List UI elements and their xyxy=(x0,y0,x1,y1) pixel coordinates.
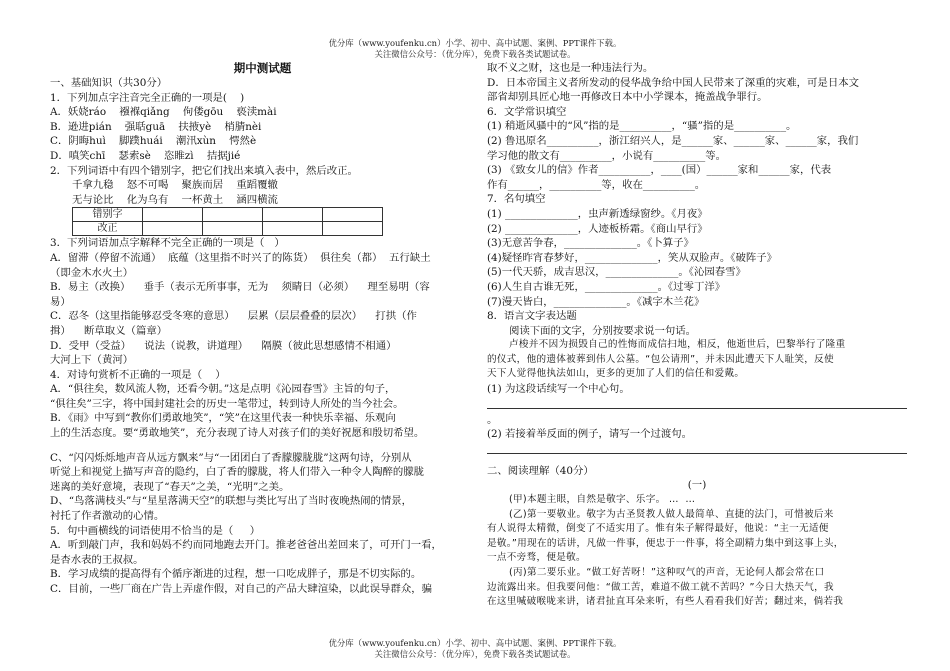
question-3: 3．下列词语加点字解释不完全正确的一项是（ ） xyxy=(50,237,285,250)
q5-option-c-cont: 取不义之财，这也是一种违法行为。 xyxy=(487,62,654,74)
q6-item-3: (3) 《致女儿的信》作者__________，____(国）______家和______家，代表 xyxy=(487,164,832,177)
q6-item-2-cont: 学习他的散文有__________，小说有__________等。 xyxy=(487,149,726,162)
q5-option-d-cont: 部省却别具匠心地一再修改日本中小学课本，掩盖战争罪行。 xyxy=(487,91,768,104)
table-row xyxy=(73,208,383,222)
q5-option-b: B．学习成绩的提高得有个循序渐进的过程，想一口吃成胖子，那是不切实际的。 xyxy=(50,568,422,581)
footer-line-2: 关注微信公众号：（优分库），免费下载各类试题试卷。 xyxy=(374,649,576,659)
footer-line-1: 优分库（www.youfenku.cn）小学、初中、高中试题、案例、PPT课件下载。 xyxy=(328,638,622,648)
question-1: 1．下列加点字注音完全正确的一项是( ) xyxy=(50,91,245,104)
q4-option-d-cont: 衬托了作者激动的心情。 xyxy=(50,510,165,523)
q3-option-a: A．留滞（停留不流通） 底蕴（这里指不时兴了的陈货） 俱往矣（都） 五行缺土 xyxy=(50,251,431,264)
q4-option-c-cont-2: 迷离的美好意境，表现了“春天”之美，“光明”之美。 xyxy=(50,480,290,493)
passage-para-b-3: 是敬。”用现在的话讲，凡做一件事，便忠于一件事，将全副精力集中到这事上头， xyxy=(487,537,844,549)
passage-para-c-3: 在这里喊破喉咙来讲，诸君扯直耳朵来听，有些人看看我们好苦；翻过来，倘若我 xyxy=(487,596,844,608)
answer-cell[interactable] xyxy=(203,208,263,222)
right-column xyxy=(487,61,907,637)
q7-item-5: (5)一代天骄，成吉思汉，______________。《沁园春雪》 xyxy=(487,266,746,279)
q8-subquestion-2: (2) 若接着举反面的例子，请写一个过渡句。 xyxy=(487,428,693,441)
answer-cell[interactable] xyxy=(263,208,323,222)
q7-item-2: (2) ______________，人迹板桥霜。《商山早行》 xyxy=(487,222,708,235)
answer-cell[interactable] xyxy=(323,222,383,236)
q1-option-a: A．妖娆ráo 襁褓qiǎng 佝偻gōu 亵渎mài xyxy=(50,106,277,119)
passage-para-b-2: 有人说得太精微，倒变了不适实用了。惟有朱子解得最好，他说：“主一无适便 xyxy=(487,523,829,535)
header-line-2: 关注微信公众号：（优分库），免费下载各类试题试卷。 xyxy=(374,49,576,59)
q3-option-b: B．易主（改换） 垂手（表示无所事事，无为 须睛日（必须） 理至易明（容 xyxy=(50,281,430,294)
passage-para-c-2: 边流露出来。但我要问他：“做工苦，难道不做工就不苦吗？”今日大热天气，我 xyxy=(487,581,834,593)
q3-option-a-cont: （即金木水火土） xyxy=(50,266,134,279)
q2-words-row-1: 千拿九稳 怒不可喝 聚族而居 重蹈覆辙 xyxy=(72,179,278,192)
q4-option-c-cont: 听觉上和视觉上描写声音的隐约，白了香的朦胧，将人们带入一种令人陶醉的朦胧 xyxy=(50,466,425,479)
answer-cell[interactable] xyxy=(323,208,383,222)
q3-option-d-cont: 大河上下（黄河） xyxy=(50,354,134,367)
answer-cell[interactable] xyxy=(263,222,323,236)
q3-option-d: D．受甲（受益） 说法（说教，讲道理） 隔膜（彼此思想感情不相通） xyxy=(50,339,397,352)
answer-table xyxy=(72,207,383,236)
page-footer xyxy=(0,638,950,660)
period-mark: 。 xyxy=(487,413,498,426)
q1-option-b: B．逊进pián 强聒guā 扶掖yè 梢腈nèi xyxy=(50,120,262,133)
passage-para-c-1: (丙)第二要乐业。“做工好苦呀！”这种叹气的声音，无论何人都会常在口 xyxy=(509,567,825,578)
question-6: 6．文学常识填空 xyxy=(487,105,567,118)
passage-para-b-4: 一点不旁骛，便是敬。 xyxy=(487,552,586,564)
q7-item-4: (4)疑怪昨宵春梦好，______________，笑从双脸声。《破阵子》 xyxy=(487,251,778,264)
q6-item-2: (2) 鲁迅原名__________，浙江绍兴人，是______家、______家、______家，我们 xyxy=(487,134,859,147)
answer-cell[interactable] xyxy=(143,222,203,236)
page-title: 期中测试题 xyxy=(233,61,292,75)
q5-option-d: D．日本帝国主义者所发动的侵华战争给中国人民带来了深重的灾难，可是日本文 xyxy=(487,76,859,89)
q7-item-6: (6)人生自古谁无死，______________。《过零丁洋》 xyxy=(487,280,726,293)
spacer xyxy=(50,441,475,451)
q1-option-c: C．阴晦huì 脚蹼huái 潮汛xùn 愕然è xyxy=(50,135,257,148)
answer-cell[interactable] xyxy=(203,222,263,236)
q7-item-1: (1) ______________，虫声新透绿窗纱。《月夜》 xyxy=(487,207,708,220)
q8-subquestion-1: (1) 为这段话续写一个中心句。 xyxy=(487,383,630,396)
q2-words-row-2: 无与论比 化为乌有 一杯黄土 涵四横流 xyxy=(72,193,278,206)
passage-para-a: (甲)本题主眼，自然是敬字、乐字。 … … xyxy=(509,494,696,506)
q8-passage-line-2: 的仪式，他的遗体被葬到伟人公墓。“包公请刑”，并未因此遭天下人耻笑，反使 xyxy=(487,353,834,365)
passage-number: (一) xyxy=(687,479,707,492)
q1-option-d: D．嗔笑chī 瑟索sè 恣睢zì 拮据jié xyxy=(50,149,241,162)
q4-option-a: A．“俱往矣，数风流人物，还看今朝。”这是点明《沁园春雪》主旨的句子， xyxy=(50,383,396,396)
q6-item-3-cont: 作有______，__________等，收在__________。 xyxy=(487,178,706,191)
q5-option-c: C．目前，一些厂商在广告上弄虚作假，对自己的产品大肆渲染，以此误导群众，骗 xyxy=(50,583,433,595)
q5-option-a-cont: 是杏水表的王叔叔。 xyxy=(50,553,144,566)
q7-item-3: (3)无意苦争春，______________。《卜算子》 xyxy=(487,237,694,250)
question-5: 5．句中画横线的词语使用不恰当的是（ ） xyxy=(50,524,261,537)
question-8: 8．语言文字表达题 xyxy=(487,310,577,323)
q8-intro: 阅读下面的文字，分别按要求说一句话。 xyxy=(509,324,697,337)
q4-option-b-cont: 上的生活态度。要“勇敢地笑”，充分表现了诗人对孩子们的美好祝愿和殷切希望。 xyxy=(50,427,425,440)
answer-cell[interactable] xyxy=(143,208,203,222)
table-label-wrong: 错别字 xyxy=(73,208,143,222)
q4-option-a-cont: “俱往矣”三字，将中国封建社会的历史一笔带过，转到诗人所处的当今社会。 xyxy=(50,397,404,410)
q4-option-d: D、“鸟落满枝头”与“星星落满天空”的联想与类比写出了当时夜晚热闹的情景， xyxy=(50,495,413,508)
passage-para-b-1: (乙)第一要敬业。敬字为古圣贤教人做人最简单、直捷的法门，可惜被后来 xyxy=(509,508,834,520)
q8-passage-line-3: 天下人觉得他执法如山，更多的更加了人们的信任和爱戴。 xyxy=(487,368,745,380)
page-header xyxy=(0,38,950,60)
left-column xyxy=(50,61,475,637)
header-line-1: 优分库（www.youfenku.cn）小学、初中、高中试题、案例、PPT课件下载。 xyxy=(328,38,622,48)
q5-option-a: A．听到敲门声，我和妈妈不约而同地跑去开门。推老爸爸出差回来了，可开门一看， xyxy=(50,539,442,552)
table-label-fix: 改正 xyxy=(73,222,143,236)
q3-option-c: C．忍冬（这里指能够忍受冬寒的意思） 层累（层层叠叠的层次） 打拱（作 xyxy=(50,310,417,323)
answer-line[interactable] xyxy=(487,399,907,409)
section-2-heading: 二、阅读理解（40分） xyxy=(487,464,594,477)
answer-line[interactable] xyxy=(487,444,907,454)
q8-passage-line-1: 卢梭并不因为损毁自己的性悔而成信扫地，相反，他逝世后，巴黎举行了隆重 xyxy=(509,339,846,351)
question-2: 2．下列词语中有四个错别字，把它们找出来填入表中，然后改正。 xyxy=(50,164,358,177)
q3-option-c-cont: 揖） 断草取义（篇章） xyxy=(50,324,168,337)
q7-item-7: (7)漫天皆白，______________。《减字木兰花》 xyxy=(487,295,705,308)
q4-option-b: B．《雨》中写到“教你们勇敢地笑”，“笑”在这里代表一种快乐幸福、乐观向 xyxy=(50,412,396,425)
q6-item-1: (1) 稍逝风骚中的“风”指的是__________，“骚”指的是__________。 xyxy=(487,120,797,133)
q3-option-b-cont: 易） xyxy=(50,295,71,308)
question-4: 4．对诗句赏析不正确的一项是（ ） xyxy=(50,368,226,381)
table-row xyxy=(73,222,383,236)
question-7: 7．名句填空 xyxy=(487,193,546,206)
q4-option-c: C、“闪闪烁烁地声音从远方飘来”与“一团团白了香朦朦胧胧”这两句诗，分别从 xyxy=(50,451,412,464)
section-1-heading: 一、基础知识（共30分） xyxy=(50,77,168,89)
